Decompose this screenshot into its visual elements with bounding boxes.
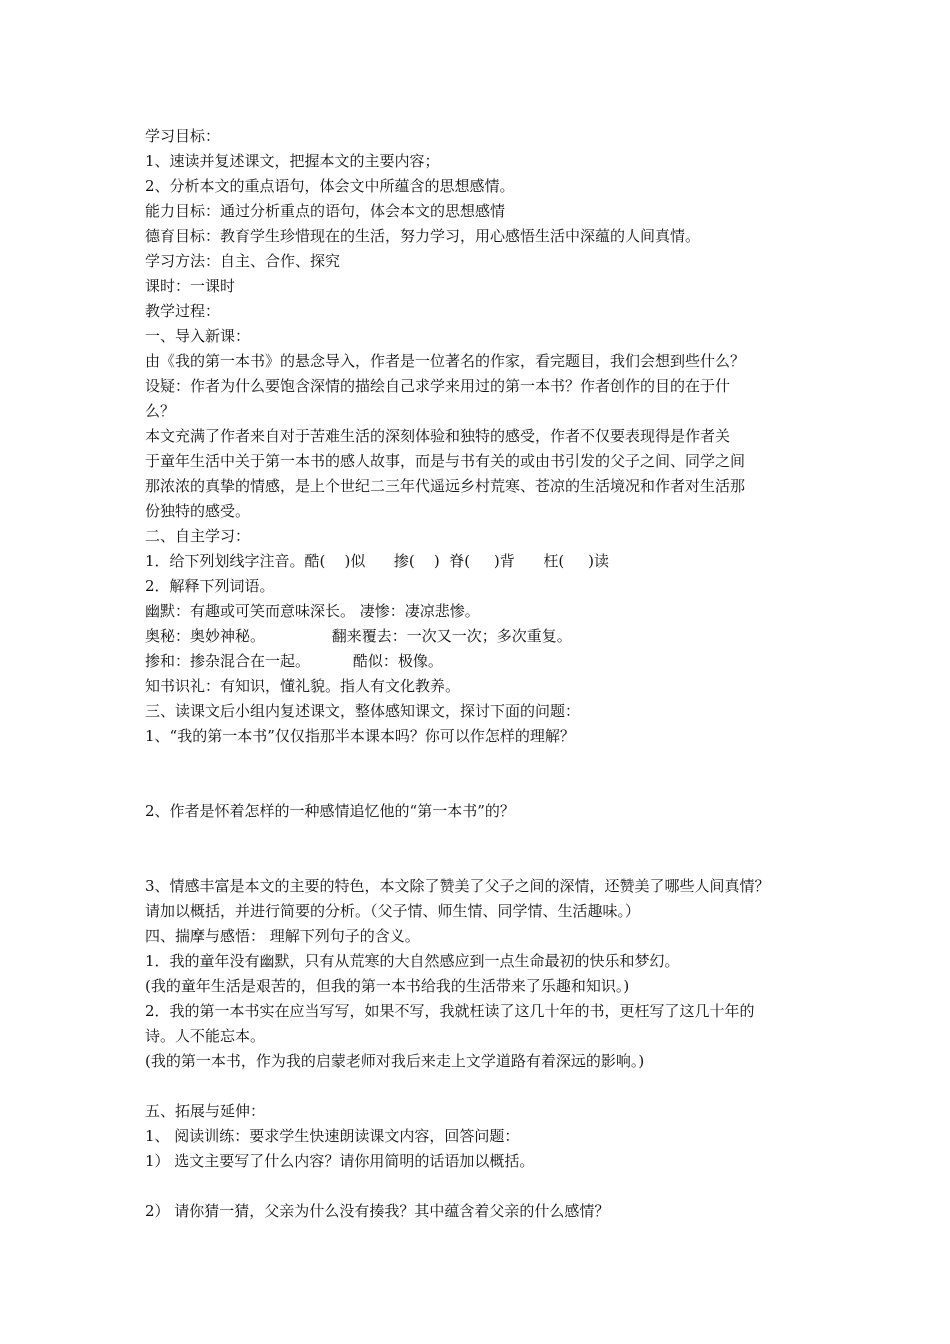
section-3-question-3-line-2: 请加以概括，并进行简要的分析。（父子情、师生情、同学情、生活趣味。）	[145, 902, 641, 920]
section-1-paragraph-3-line-4: 份独特的感受。	[145, 502, 251, 520]
section-1-title: 一、导入新课：	[145, 327, 251, 345]
pinyin-exercise: 1．给下列划线字注音。酷( )似 掺( ) 脊( )背 枉( )读	[145, 552, 609, 570]
section-1-paragraph-3-line-3: 那浓浓的真挚的情感，是上个世纪二三年代遥远乡村荒寒、苍凉的生活境况和作者对生活那	[145, 477, 746, 495]
section-1-paragraph-1: 由《我的第一本书》的悬念导入，作者是一位著名的作家，看完题目，我们会想到些什么？	[145, 352, 746, 370]
section-1-paragraph-3-line-2: 于童年生活中关于第一本书的感人故事，而是与书有关的或由书引发的父子之间、同学之间	[145, 452, 746, 470]
section-4-sentence-2-line-1: 2．我的第一本书实在应当写写，如果不写，我就枉读了这几十年的书，更枉写了这几十年的	[145, 1002, 755, 1020]
section-1-paragraph-3-line-1: 本文充满了作者来自对于苦难生活的深刻体验和独特的感受，作者不仅要表现得是作者关	[145, 427, 731, 445]
section-1-paragraph-2-line-2: 么？	[145, 402, 176, 420]
section-5-title: 五、拓展与延伸：	[145, 1102, 266, 1120]
learning-method: 学习方法：自主、合作、探究	[145, 252, 341, 270]
vocabulary-exercise: 2．解释下列词语。	[145, 577, 275, 595]
section-4-sentence-1: 1．我的童年没有幽默，只有从荒寒的大自然感应到一点生命最初的快乐和梦幻。	[145, 952, 680, 970]
document-page	[145, 124, 845, 1224]
section-4-sentence-2-line-2: 诗。人不能忘本。	[145, 1027, 266, 1045]
teaching-process-heading: 教学过程：	[145, 302, 221, 320]
objective-1: 1、速读并复述课文，把握本文的主要内容；	[145, 152, 440, 170]
section-4-answer-1: (我的童年生活是艰苦的，但我的第一本书给我的生活带来了乐趣和知识。)	[145, 977, 630, 995]
section-4-title: 四、揣摩与感悟： 理解下列句子的含义。	[145, 927, 420, 945]
answer-space	[145, 749, 845, 799]
section-4-answer-2: (我的第一本书，作为我的启蒙老师对我后来走上文学道路有着深远的影响。)	[145, 1052, 645, 1070]
answer-space	[145, 824, 845, 874]
vocabulary-line-2: 奥秘：奥妙神秘。 翻来覆去：一次又一次；多次重复。	[145, 627, 572, 645]
section-5-question-1: 1、 阅读训练：要求学生快速朗读课文内容，回答问题：	[145, 1127, 520, 1145]
vocabulary-line-3: 掺和：掺杂混合在一起。 酷似：极像。	[145, 652, 443, 670]
objectives-heading: 学习目标：	[145, 127, 221, 145]
vocabulary-line-1: 幽默：有趣或可笑而意味深长。 凄惨：凄凉悲惨。	[145, 602, 480, 620]
blank-line	[145, 1074, 845, 1099]
section-3-title: 三、读课文后小组内复述课文，整体感知课文，探讨下面的问题：	[145, 702, 581, 720]
section-5-subquestion-1: 1） 选文主要写了什么内容？请你用简明的话语加以概括。	[145, 1152, 535, 1170]
section-3-question-3-line-1: 3、情感丰富是本文的主要的特色，本文除了赞美了父子之间的深情，还赞美了哪些人间真情？	[145, 877, 770, 895]
section-1-paragraph-2-line-1: 设疑：作者为什么要饱含深情的描绘自己求学来用过的第一本书？作者创作的目的在于什	[145, 377, 731, 395]
moral-objective: 德育目标：教育学生珍惜现在的生活，努力学习，用心感悟生活中深蕴的人间真情。	[145, 227, 701, 245]
blank-line	[145, 1174, 845, 1199]
vocabulary-line-4: 知书识礼：有知识，懂礼貌。指人有文化教养。	[145, 677, 461, 695]
section-2-title: 二、自主学习：	[145, 527, 251, 545]
section-3-question-1: 1、“我的第一本书”仅仅指那半本课本吗？你可以作怎样的理解？	[145, 727, 575, 745]
section-3-question-2: 2、作者是怀着怎样的一种感情追忆他的“第一本书”的？	[145, 802, 515, 820]
section-5-subquestion-2: 2） 请你猜一猜，父亲为什么没有揍我？其中蕴含着父亲的什么感情？	[145, 1202, 610, 1220]
class-period: 课时：一课时	[145, 277, 236, 295]
objective-2: 2、分析本文的重点语句，体会文中所蕴含的思想感情。	[145, 177, 515, 195]
ability-objective: 能力目标：通过分析重点的语句，体会本文的思想感情	[145, 202, 506, 220]
